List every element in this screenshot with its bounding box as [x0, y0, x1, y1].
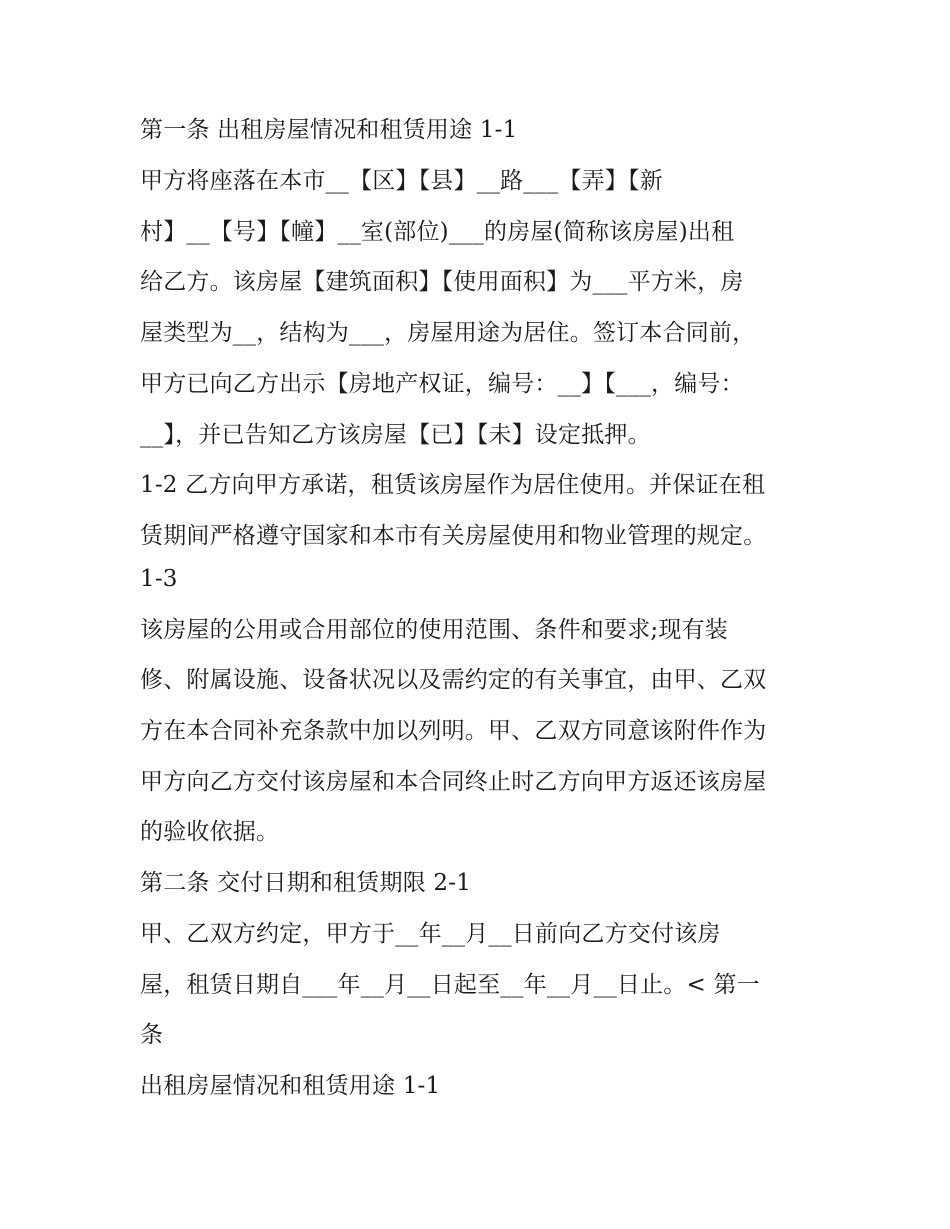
text-line: __】，并已告知乙方该房屋【已】【未】设定抵押。 [140, 422, 651, 448]
text-line: 赁期间严格遵守国家和本市有关房屋使用和物业管理的规定。 [140, 523, 767, 549]
text-line: 给乙方。该房屋【建筑面积】【使用面积】为___平方米，房 [140, 269, 744, 295]
clause-1-2-line: 1-2 乙方向甲方承诺，租赁该房屋作为居住使用。并保证在租 [140, 472, 766, 498]
article-1-heading: 第一条 出租房屋情况和租赁用途 1-1 [140, 117, 518, 143]
text-line: 方在本合同补充条款中加以列明。甲、乙双方同意该附件作为 [140, 718, 767, 744]
text-line: 出租房屋情况和租赁用途 1-1 [140, 1073, 441, 1099]
text-line: 村】__【号】【幢】__室(部位)___的房屋(简称该房屋)出租 [140, 219, 735, 245]
text-line: 该房屋的公用或合用部位的使用范围、条件和要求;现有装 [140, 617, 728, 643]
text-line: 屋，租赁日期自___年__月__日起至__年__月__日止。< 第一 [140, 972, 760, 998]
text-line: 甲方将座落在本市__【区】【县】__路___【弄】【新 [140, 168, 663, 194]
text-line: 甲方已向乙方出示【房地产权证，编号：__】【___，编号： [140, 371, 744, 397]
text-line: 的验收依据。 [140, 819, 280, 845]
clause-1-3-label: 1-3 [140, 566, 178, 592]
text-line: 条 [140, 1022, 164, 1048]
text-line: 甲方向乙方交付该房屋和本合同终止时乙方向甲方返还该房屋 [140, 769, 767, 795]
article-2-heading: 第二条 交付日期和租赁期限 2-1 [140, 870, 472, 896]
text-line: 甲、乙双方约定，甲方于__年__月__日前向乙方交付该房 [140, 921, 721, 947]
text-line: 屋类型为__，结构为___，房屋用途为居住。签订本合同前， [140, 320, 756, 346]
text-line: 修、附属设施、设备状况以及需约定的有关事宜，由甲、乙双 [140, 667, 767, 693]
